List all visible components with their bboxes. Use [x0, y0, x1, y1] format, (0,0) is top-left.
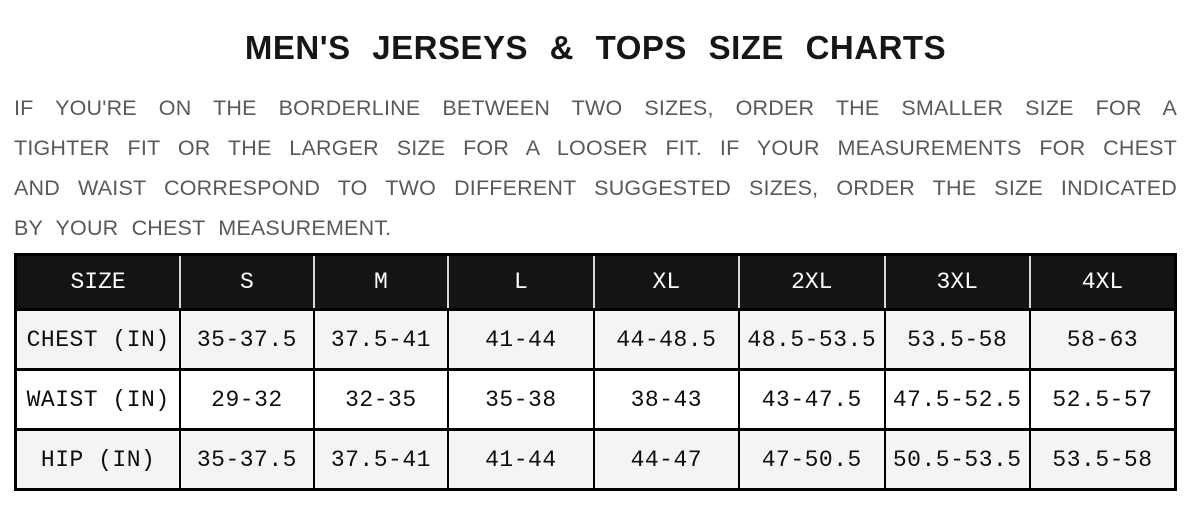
column-header-m: M: [314, 255, 449, 310]
waist-value-m: 32-35: [314, 370, 449, 430]
waist-value-4xl: 52.5-57: [1030, 370, 1176, 430]
chest-value-l: 41-44: [448, 310, 593, 370]
intro-line-3: AND WAIST CORRESPOND TO TWO DIFFERENT SUGGESTED SIZES, ORDER THE SIZE INDICATED: [14, 176, 1177, 200]
chest-value-4xl: 58-63: [1030, 310, 1176, 370]
waist-value-l: 35-38: [448, 370, 593, 430]
column-header-l: L: [448, 255, 593, 310]
waist-value-3xl: 47.5-52.5: [885, 370, 1030, 430]
intro-line-2: TIGHTER FIT OR THE LARGER SIZE FOR A LOOSER FIT. IF YOUR MEASUREMENTS FOR CHEST: [14, 136, 1177, 160]
table-row-chest: [16, 310, 1176, 370]
waist-value-s: 29-32: [180, 370, 313, 430]
column-header-2xl: 2XL: [739, 255, 884, 310]
size-chart-table: [14, 253, 1177, 491]
hip-value-l: 41-44: [448, 430, 593, 490]
chest-value-2xl: 48.5-53.5: [739, 310, 884, 370]
hip-value-4xl: 53.5-58: [1030, 430, 1176, 490]
row-label-hip: HIP (IN): [16, 430, 181, 490]
hip-value-2xl: 47-50.5: [739, 430, 884, 490]
hip-value-s: 35-37.5: [180, 430, 313, 490]
chest-value-m: 37.5-41: [314, 310, 449, 370]
table-row-waist: [16, 370, 1176, 430]
hip-value-xl: 44-47: [594, 430, 739, 490]
chest-value-3xl: 53.5-58: [885, 310, 1030, 370]
row-label-chest: CHEST (IN): [16, 310, 181, 370]
column-header-4xl: 4XL: [1030, 255, 1176, 310]
waist-value-2xl: 43-47.5: [739, 370, 884, 430]
row-label-waist: WAIST (IN): [16, 370, 181, 430]
column-header-xl: XL: [594, 255, 739, 310]
page-title: MEN'S JERSEYS & TOPS SIZE CHARTS: [244, 29, 947, 66]
column-header-size: SIZE: [16, 255, 181, 310]
table-row-hip: [16, 430, 1176, 490]
intro-paragraph: [14, 88, 1177, 248]
intro-line-1: IF YOU'RE ON THE BORDERLINE BETWEEN TWO SIZES, ORDER THE SMALLER SIZE FOR A: [14, 96, 1177, 120]
hip-value-3xl: 50.5-53.5: [885, 430, 1030, 490]
intro-line-4: BY YOUR CHEST MEASUREMENT.: [14, 216, 392, 240]
column-header-s: S: [180, 255, 313, 310]
column-header-3xl: 3XL: [885, 255, 1030, 310]
hip-value-m: 37.5-41: [314, 430, 449, 490]
table-header-row: [16, 255, 1176, 310]
waist-value-xl: 38-43: [594, 370, 739, 430]
chest-value-xl: 44-48.5: [594, 310, 739, 370]
chest-value-s: 35-37.5: [180, 310, 313, 370]
